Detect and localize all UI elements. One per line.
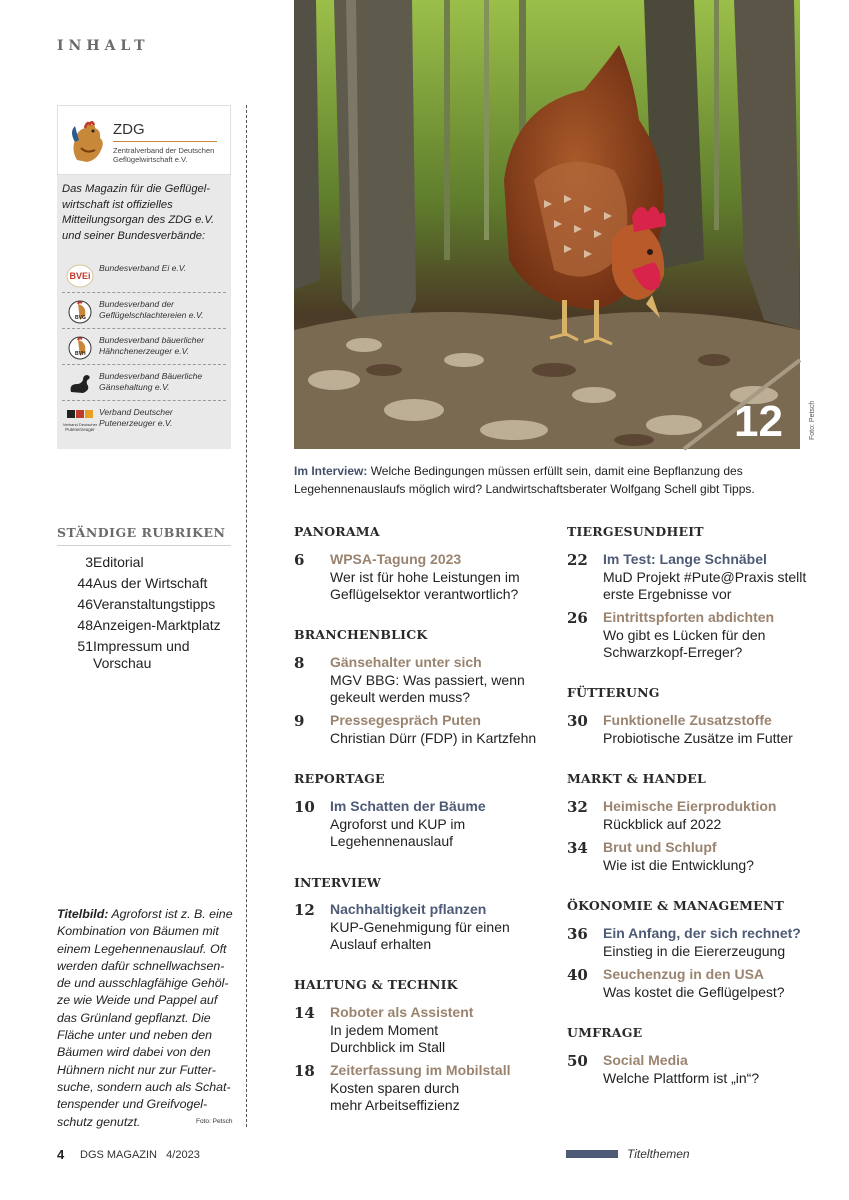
rubrik-item[interactable] <box>57 554 237 571</box>
section-panorama: PANORAMA <box>294 524 380 539</box>
footer-page-number: 4 <box>57 1147 65 1162</box>
entry-subtitle: In jedem Moment Durchblick im Stall <box>330 1022 446 1055</box>
cover-caption-label: Titelbild: <box>57 907 109 921</box>
entry-title: Social Media <box>603 1052 688 1068</box>
bvei-logo-icon <box>65 264 95 288</box>
entry-subtitle: MGV BBG: Was passiert, wenn gekeult werden muss? <box>330 672 525 705</box>
entry-page: 22 <box>567 551 588 569</box>
entry-subtitle: Einstieg in die Eiererzeugung <box>603 943 786 959</box>
rubrik-page: 44 <box>77 575 93 591</box>
cover-caption <box>57 906 235 1131</box>
entry-title: Pressegespräch Puten <box>330 712 481 728</box>
entry-subtitle: Wie ist die Entwicklung? <box>603 857 754 873</box>
legend-swatch <box>566 1150 618 1158</box>
member-name: Bundesverband Ei e.V. <box>99 263 187 273</box>
member-bvei <box>62 259 226 293</box>
association-box <box>57 105 231 449</box>
rubriken-rule <box>57 545 231 546</box>
cover-photo[interactable] <box>294 0 800 449</box>
rubrik-item[interactable] <box>57 596 237 613</box>
entry-page: 50 <box>567 1052 588 1070</box>
entry-title: Brut und Schlupf <box>603 839 717 855</box>
entry-title: Eintrittspforten abdichten <box>603 609 775 625</box>
hen-in-forest-image <box>294 0 800 449</box>
svg-text:Verband Deutscher: Verband Deutscher <box>62 422 98 427</box>
entry-title: Im Schatten der Bäume <box>330 798 486 814</box>
entry-page: 40 <box>567 966 588 984</box>
entry-page: 8 <box>294 654 305 672</box>
photo-credit: Foto: Petsch <box>809 400 816 440</box>
entry-subtitle: Kosten sparen durch mehr Arbeitseffizienz <box>330 1080 460 1113</box>
entry-title: Im Test: Lange Schnäbel <box>603 551 767 567</box>
rubrik-label: Editorial <box>93 554 144 570</box>
column-divider <box>246 105 247 1127</box>
section-reportage: REPORTAGE <box>294 771 385 786</box>
rubrik-item[interactable] <box>57 617 237 634</box>
rubrik-item[interactable] <box>57 638 237 671</box>
entry-page: 14 <box>294 1004 315 1022</box>
rubrik-label: Anzeigen-Marktplatz <box>93 617 221 633</box>
member-name: Bundesverband der Geflügelschlachtereien e.V. <box>99 299 204 320</box>
rubrik-page: 48 <box>77 617 93 633</box>
member-name: Bundesverband bäuerlicher Hähnchenerzeuger e.V. <box>99 335 205 356</box>
member-name: Verband Deutscher Putenerzeuger e.V. <box>99 407 173 428</box>
entry-title: Nachhaltigkeit pflanzen <box>330 901 487 917</box>
photo-caption-label: Im Interview: <box>294 464 368 478</box>
entry-subtitle: Christian Dürr (FDP) in Kartzfehn <box>330 730 537 746</box>
rubrik-page: 51 <box>77 638 93 654</box>
vdp-logo-icon <box>62 408 98 432</box>
entry-title: Zeiterfassung im Mobilstall <box>330 1062 511 1078</box>
cover-photo-credit: Foto: Petsch <box>196 1118 233 1125</box>
entry-subtitle: Welche Plattform ist „in“? <box>603 1070 760 1086</box>
svg-text:BVG: BVG <box>75 315 86 321</box>
entry-subtitle: Rückblick auf 2022 <box>603 816 722 832</box>
entry-subtitle: Probiotische Zusätze im Futter <box>603 730 793 746</box>
entry-subtitle: MuD Projekt #Pute@Praxis stellt erste Ergebnisse vor <box>603 569 807 602</box>
rubriken-heading: STÄNDIGE RUBRIKEN <box>57 525 226 540</box>
entry-subtitle: Wo gibt es Lücken für den Schwarzkopf-Erreger? <box>603 627 766 660</box>
member-name: Bundesverband Bäuerliche Gänsehaltung e.V. <box>99 371 203 392</box>
entry-page: 30 <box>567 712 588 730</box>
rubrik-item[interactable] <box>57 575 237 592</box>
goose-logo-icon <box>65 372 95 396</box>
entry-title: Ein Anfang, der sich rechnet? <box>603 925 801 941</box>
zdg-name: Zentralverband der Deutschen Geflügelwirtschaft e.V. <box>113 146 215 164</box>
rubrik-label: Aus der Wirtschaft <box>93 575 208 591</box>
entry-subtitle: Agroforst und KUP im Legehennenauslauf <box>330 816 466 849</box>
section-markt: MARKT & HANDEL <box>567 771 706 786</box>
footer-magazine: DGS MAGAZIN 4/2023 <box>80 1149 200 1161</box>
svg-text:BVH: BVH <box>75 351 86 357</box>
section-oekonomie: ÖKONOMIE & MANAGEMENT <box>567 898 784 913</box>
entry-page: 9 <box>294 712 305 730</box>
zdg-logo-block <box>57 105 231 175</box>
photo-page-number: 12 <box>734 397 783 446</box>
section-tiergesundheit: TIERGESUNDHEIT <box>567 524 704 539</box>
entry-page: 36 <box>567 925 588 943</box>
entry-page: 12 <box>294 901 315 919</box>
entry-title: WPSA-Tagung 2023 <box>330 551 462 567</box>
section-fuetterung: FÜTTERUNG <box>567 685 660 700</box>
svg-text:Putenerzeuger: Putenerzeuger <box>65 427 95 432</box>
entry-title: Gänsehalter unter sich <box>330 654 482 670</box>
section-haltung: HALTUNG & TECHNIK <box>294 977 458 992</box>
page-heading: INHALT <box>57 38 150 54</box>
legend-label: Titelthemen <box>627 1147 690 1161</box>
entry-page: 34 <box>567 839 588 857</box>
entry-page: 10 <box>294 798 315 816</box>
section-interview: INTERVIEW <box>294 875 381 890</box>
member-bvh <box>62 331 226 365</box>
rubrik-page: 46 <box>77 596 93 612</box>
rubrik-page: 3 <box>85 554 93 570</box>
section-branchenblick: BRANCHENBLICK <box>294 627 428 642</box>
rubrik-label: Impressum und Vorschau <box>93 638 190 671</box>
entry-title: Roboter als Assistent <box>330 1004 474 1020</box>
entry-page: 18 <box>294 1062 315 1080</box>
bvh-logo-icon <box>65 336 95 360</box>
member-goose <box>62 367 226 401</box>
bvg-logo-icon <box>65 300 95 324</box>
entry-page: 26 <box>567 609 588 627</box>
entry-title: Funktionelle Zusatzstoffe <box>603 712 772 728</box>
entry-subtitle: Wer ist für hohe Leistungen im Geflügelsektor verantwortlich? <box>330 569 520 602</box>
member-bvg <box>62 295 226 329</box>
section-umfrage: UMFRAGE <box>567 1025 643 1040</box>
photo-caption-text: Welche Bedingungen müssen erfüllt sein, damit eine Bepflanzung des Legehennenauslaufs möglich wird? Landwirtschaftsberater Wolfgang Schell gibt Tipps. <box>294 464 755 496</box>
rubrik-label: Veranstaltungstipps <box>93 596 216 612</box>
cover-caption-text: Agroforst ist z. B. eine Kombination von Bäumen mit einem Legehennenauslauf. Oft werden dafür schnellwachsen-de und ausschlagfähige Gehöl-ze wie Weide und Pappel auf das Grünland gepflanzt. Die Fläche unter und neben den Bäumen wird dabei von den Hühnern nicht nur zur Futter-suche, sondern auch als Schat-tenspender und Greifvogel-schutz genutzt. <box>57 907 233 1129</box>
association-intro: Das Magazin für die Geflügel-wirtschaft ist offizielles Mitteilungsorgan des ZDG e.V. und seiner Bundesverbände: <box>62 183 215 242</box>
entry-subtitle: KUP-Genehmigung für einen Auslauf erhalten <box>330 919 510 952</box>
zdg-logo-text: ZDG <box>113 121 145 138</box>
entry-page: 6 <box>294 551 305 569</box>
entry-page: 32 <box>567 798 588 816</box>
rooster-logo-icon <box>67 120 107 164</box>
entry-subtitle: Was kostet die Geflügelpest? <box>603 984 785 1000</box>
zdg-rule <box>113 141 217 142</box>
member-vdp <box>62 403 226 437</box>
entry-title: Seuchenzug in den USA <box>603 966 765 982</box>
entry-title: Heimische Eierproduktion <box>603 798 777 814</box>
svg-text:BVEi: BVEi <box>69 271 91 281</box>
photo-caption <box>294 462 800 498</box>
